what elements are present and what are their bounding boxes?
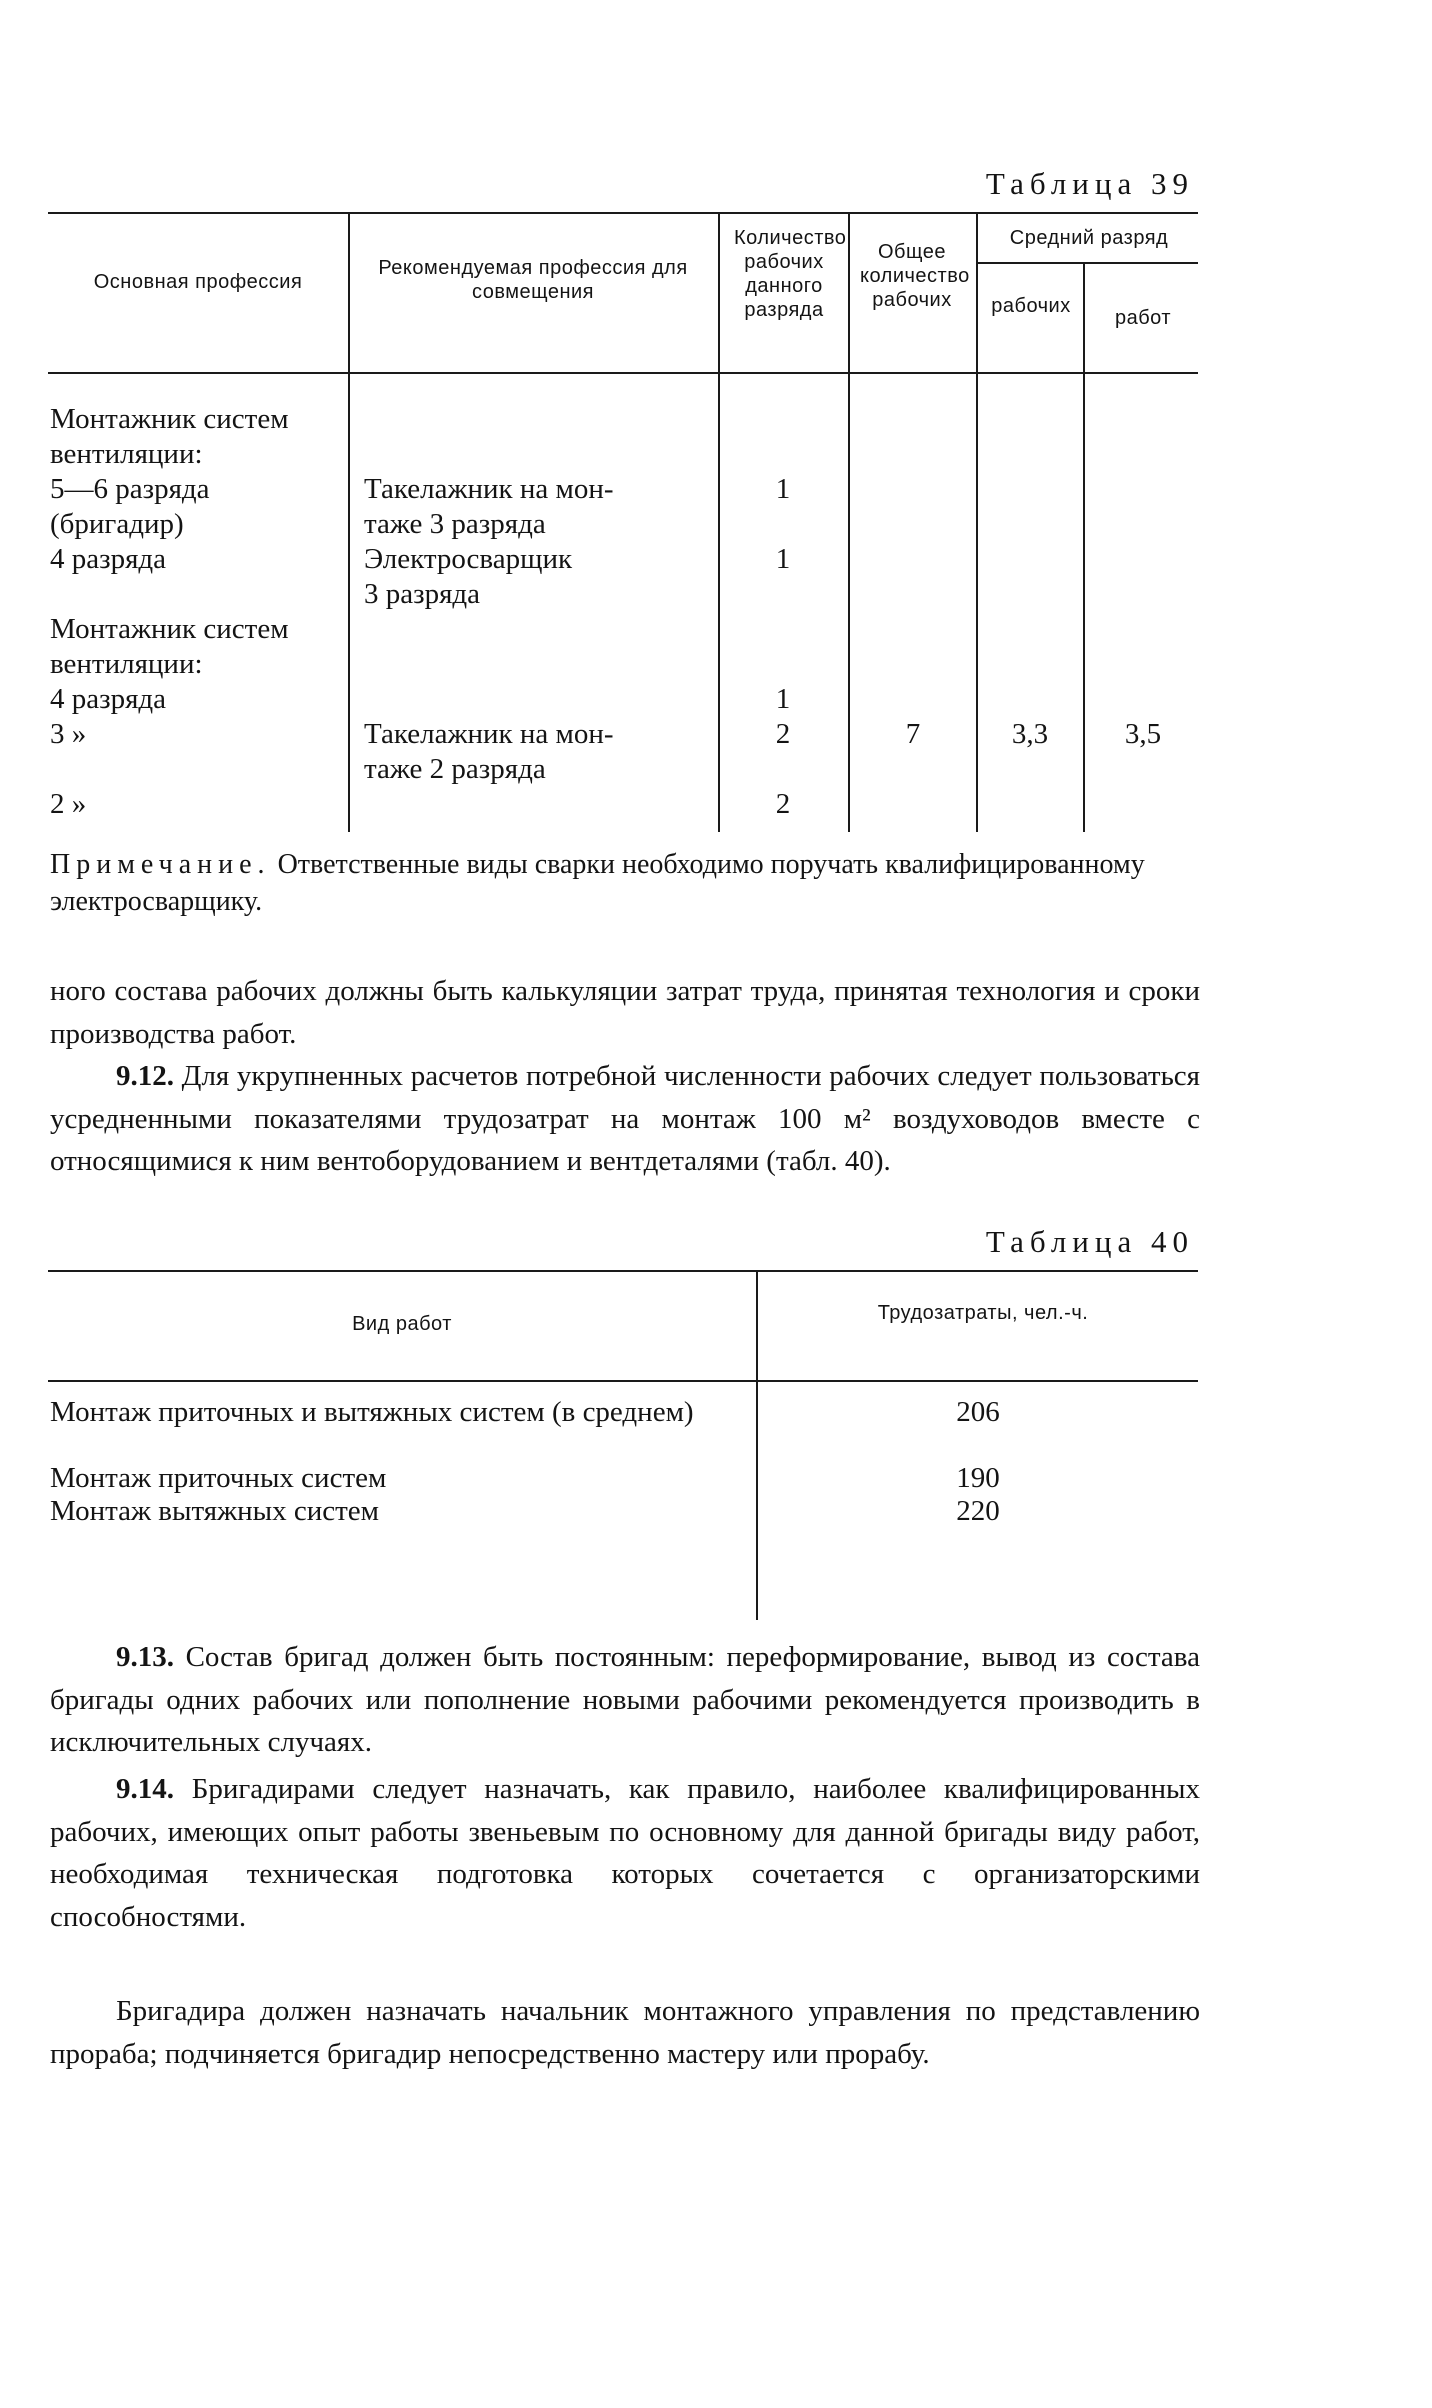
paragraph-9-13 [50,1636,1200,1764]
table-col-divider [756,1270,758,1620]
table-40-caption: Таблица 40 [985,1224,1194,1259]
row-value: 206 [956,1396,1000,1428]
table-39-note [50,846,1200,920]
group1-main-profession: Монтажник систем вентиляции: 5—6 разряда (бригадир) 4 разряда [50,403,289,575]
table-rule-top [48,1270,1198,1272]
table-rule-subheader [976,262,1198,264]
group1-count: 1 [775,543,791,575]
table-39 [48,212,1196,832]
header-labor: Трудозатраты, чел.-ч. [877,1302,1089,1324]
header-recommended-profession: Рекомендуемая профессия для совмещения [378,257,688,303]
group2-count: 2 [775,718,791,750]
table-rule-top [48,212,1198,214]
row-work: Монтаж приточных и вытяжных систем (в среднем) [50,1396,694,1428]
group2-count: 2 [775,788,791,820]
header-average-grade: Средний разряд [1009,227,1169,249]
table-col-divider [718,212,720,832]
table-col-divider [348,212,350,832]
table-rule-header-bottom [48,1380,1198,1382]
table-col-divider [976,212,978,832]
paragraph-text: Бригадирами следует назначать, как правило, наиболее квалифицированных рабочих, имеющих опыт работы звеньевым по основному для данной бригады виду работ, необходимая техническая подготовка которых сочетается с организаторскими способностями. [50,1773,1200,1933]
group2-total: 7 [905,718,921,750]
row-value: 220 [956,1495,1000,1527]
header-total-workers: Общее количество рабочих [860,241,970,311]
paragraph-9-12 [50,1055,1200,1183]
note-label: Примечание. [50,849,271,880]
group2-main-profession: Монтажник систем вентиляции: 4 разряда 3 » 2 » [50,613,289,820]
paragraph-number: 9.14. [116,1773,174,1805]
group2-recommended-profession: Такелажник на мон- таже 2 разряда [364,718,614,785]
header-main-profession: Основная профессия [93,271,303,293]
paragraph-text: Для укрупненных расчетов потребной численности рабочих следует пользоваться усредненными показателями трудозатрат на монтаж 100 м² воздуховодов вместе с относящимися к ним вентоборудованием и вентдеталями (табл. 40). [50,1060,1200,1177]
table-col-divider [848,212,850,832]
table-40 [48,1270,1198,1620]
paragraph-text: Состав бригад должен быть постоянным: переформирование, вывод из состава бригады одних рабочих или пополнение новыми рабочими рекомендуется производить в исключительных случаях. [50,1641,1200,1758]
row-work: Монтаж приточных систем [50,1462,387,1494]
table-col-divider [1083,262,1085,832]
header-avg-workers: рабочих [991,295,1071,317]
group1-recommended-profession: Такелажник на мон- таже 3 разряда Электросварщик 3 разряда [364,473,614,610]
row-work: Монтаж вытяжных систем [50,1495,380,1527]
header-worker-count: Количество рабочих данного разряда [734,227,847,321]
note-text: Ответственные виды сварки необходимо поручать квалифицированному электросварщику. [50,849,1145,917]
header-avg-works: работ [1114,307,1172,329]
paragraph-number: 9.12. [116,1060,174,1092]
paragraph-number: 9.13. [116,1641,174,1673]
paragraph-9-14 [50,1768,1200,1938]
group2-avg-workers: 3,3 [1011,718,1049,750]
group2-count: 1 [775,683,791,715]
paragraph-foreman: Бригадира должен назначать начальник монтажного управления по представлению прораба; подчиняется бригадир непосредственно мастеру или прорабу. [50,1995,1200,2070]
group2-avg-works: 3,5 [1124,718,1162,750]
header-work-type: Вид работ [352,1313,452,1335]
paragraph-continuation: ного состава рабочих должны быть калькуляции затрат труда, принятая технология и сроки производства работ. [50,975,1200,1050]
row-value: 190 [956,1462,1000,1494]
group1-count: 1 [775,473,791,505]
table-rule-header-bottom [48,372,1198,374]
table-39-caption: Таблица 39 [985,166,1194,201]
